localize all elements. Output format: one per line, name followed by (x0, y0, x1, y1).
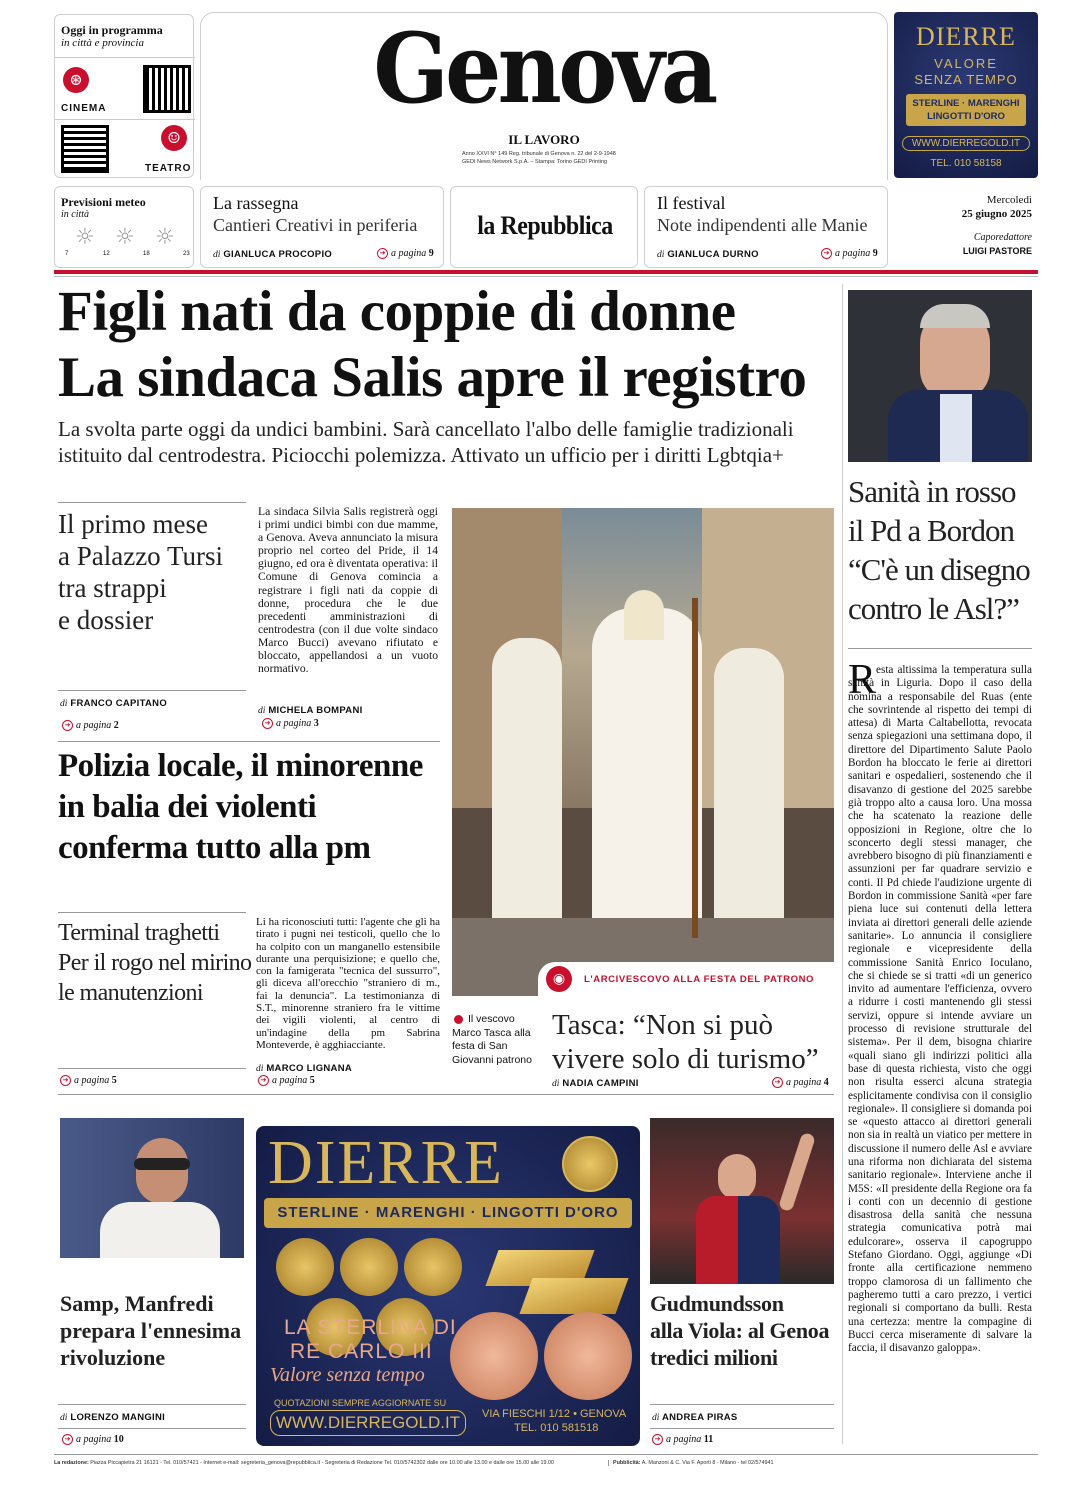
ad-addr: VIA FIESCHI 1/12 • GENOVA (482, 1408, 627, 1420)
ad-tel: TEL. 010 581518 (514, 1422, 599, 1434)
head (136, 1138, 188, 1204)
divider (58, 1404, 246, 1405)
divider (58, 1068, 246, 1069)
gold-coin-icon (404, 1238, 462, 1296)
page-ref[interactable]: ➔ a pagina 5 (258, 1075, 315, 1086)
divider (55, 57, 195, 58)
bordon-photo (848, 290, 1032, 462)
byline: di NADIA CAMPINI (552, 1078, 639, 1089)
eye-icon: ◉ (546, 966, 572, 992)
divider (54, 1454, 1038, 1455)
masthead-title: Genova (373, 12, 715, 125)
sun-icon: ☼ (75, 225, 95, 250)
ad-tel: TEL. 010 58158 (930, 158, 1002, 169)
hour-label: 23 (183, 251, 190, 257)
copper-coin-icon (544, 1312, 632, 1400)
priest-figure (714, 648, 784, 918)
editor-role: Caporedattore (973, 232, 1032, 243)
masthead-info: Anno XXVI N° 149 Reg. tribunale di Genova n. 22 del 2-9-1948 (462, 151, 616, 157)
head (718, 1154, 756, 1200)
ad-quot: QUOTAZIONI SEMPRE AGGIORNATE SU (274, 1398, 447, 1408)
ad-line: RE CARLO III (290, 1340, 433, 1363)
teatro-label[interactable]: TEATRO (145, 163, 192, 174)
byline: di ANDREA PIRAS (652, 1412, 738, 1423)
divider (58, 1094, 834, 1095)
hour-label: 18 (143, 251, 150, 257)
date-value: 25 giugno 2025 (961, 208, 1032, 220)
divider (58, 1428, 246, 1429)
arrow-right-icon: ➔ (821, 248, 832, 259)
jersey (696, 1196, 780, 1284)
article-headline[interactable]: Gudmundsson alla Viola: al Genoa tredici milioni (650, 1291, 830, 1370)
weather-box (54, 186, 194, 268)
shirt (100, 1202, 220, 1258)
copper-coin-icon (450, 1312, 538, 1400)
page-ref[interactable]: ➔ a pagina 5 (60, 1075, 117, 1086)
sun-icon: ☼ (155, 225, 175, 250)
arrow-right-icon: ➔ (772, 1077, 783, 1088)
teaser-festival[interactable] (644, 186, 888, 268)
teaser-title: Note indipendenti alle Manie (657, 215, 868, 235)
ad-line: STERLINE · MARENGHI (912, 98, 1020, 109)
theater-masks-icon[interactable]: ☺ (161, 125, 187, 151)
lead-subheadline: istituito dal centrodestra. Piciocchi polemizza. Attivato un ufficio per i diritti Lgbtqia+ (58, 443, 784, 467)
teaser-rassegna[interactable] (200, 186, 444, 268)
masthead-subtitle: IL LAVORO (508, 132, 580, 147)
lead-subheadline: La svolta parte oggi da undici bambini. Sarà cancellato l'albo delle famiglie tradizionali (58, 417, 794, 441)
article-headline[interactable]: Polizia locale, il minorenne in balia dei violenti conferma tutto alla pm (58, 748, 423, 866)
raised-arm (778, 1132, 816, 1212)
page-ref[interactable]: ➔ a pagina 4 (772, 1077, 829, 1088)
byline: di FRANCO CAPITANO (60, 698, 168, 709)
photo-caption: Il vescovo Marco Tasca alla festa di San Giovanni patrono (452, 1013, 532, 1066)
arrow-right-icon: ➔ (652, 1434, 663, 1445)
divider (58, 912, 246, 913)
masthead-info: GEDI News Network S.p.A. – Stampa: Torino GEDI Printing (462, 159, 608, 165)
hair (920, 304, 990, 328)
priest-figure (492, 638, 562, 918)
divider (650, 1428, 834, 1429)
page-ref[interactable]: ➔ a pagina 9 (377, 248, 434, 259)
events-subtitle: in città e provincia (61, 37, 144, 49)
page-ref[interactable]: ➔ a pagina 11 (652, 1434, 713, 1445)
lead-headline[interactable]: Figli nati da coppie di donne (58, 280, 736, 343)
article-headline[interactable]: Tasca: “Non si può vivere solo di turismo” (552, 1009, 819, 1075)
page-ref[interactable]: ➔ a pagina 10 (62, 1434, 124, 1445)
page-ref[interactable]: ➔ a pagina 3 (262, 718, 319, 729)
editor-name: LUIGI PASTORE (962, 246, 1032, 256)
mitre (624, 590, 664, 640)
teaser-byline: di GIANLUCA PROCOPIO (213, 249, 333, 260)
article-body: La sindaca Silvia Salis registrerà oggi i primi undici bimbi con due mamme, a Genova. Aveva annunciato la misura proprio nel corteo del Pride, il 14 giugno, ed ora è diventata operativa: il Comune di Genova comincia a registrare i figli nati da coppie di donne, procedura che le due precedenti amministrazioni di centrodestra (con il due volte sindaco Marco Bucci) avevano rifiutato e bloccato, appellandosi a un vuoto normativo. (258, 505, 438, 676)
arrow-right-icon: ➔ (258, 1075, 269, 1086)
ad-brand: DIERRE (916, 22, 1016, 51)
article-headline[interactable]: Il primo mese a Palazzo Tursi tra strappi e dossier (58, 509, 223, 635)
qr-code-icon[interactable] (143, 65, 191, 113)
page-ref[interactable]: ➔ a pagina 9 (821, 248, 878, 259)
red-bar (54, 270, 1038, 274)
byline: di MICHELA BOMPANI (258, 705, 363, 716)
ad-url[interactable]: WWW.DIERREGOLD.IT (270, 1410, 466, 1436)
glasses (134, 1158, 190, 1170)
article-headline[interactable]: Samp, Manfredi prepara l'ennesima rivoluzione (60, 1291, 242, 1370)
dierre-ad-top[interactable] (894, 12, 1038, 178)
procession-photo (452, 508, 834, 996)
page-ref[interactable]: ➔ a pagina 2 (62, 720, 119, 731)
shirt (940, 394, 972, 462)
repubblica-logo-text: la Repubblica (477, 211, 613, 240)
article-headline[interactable]: Terminal traghetti Per il rogo nel mirino le manutenzioni (58, 920, 252, 1006)
ad-line: LINGOTTI D'ORO (927, 111, 1005, 122)
teaser-byline: di GIANLUCA DURNO (657, 249, 759, 260)
divider (842, 284, 843, 1444)
events-box (54, 14, 194, 178)
gold-coin-icon (562, 1136, 618, 1192)
gold-coin-icon (340, 1238, 398, 1296)
arrow-right-icon: ➔ (62, 720, 73, 731)
teaser-kicker: La rassegna (213, 193, 299, 213)
article-body: esta altissima la temperatura sulla sanità in Liguria. Dopo il caso della nomina a responsabile del Ruas (ente che sovrintende al rispetto dei tempi di attesa) di Marta Caltabellotta, revocata senza spiegazioni una settimana dopo, il direttore del Dipartimento Salute Paolo Bordon ha bloccato le ferie ai direttori sanitari e ospedalieri, sostenendo che il disavanzo di gestione del 2025 sarebbe già troppo alto a causa loro. Una mossa che ha scatenato la reazione delle opposizioni in Regione, oltre che lo sconcerto degli stessi manager, che avrebbero bisogno di più finanziamenti e assunzioni per far quadrare servizio e conti. Il Pd chiede l'audizione urgente di Bordon in commissione Sanità «per fare piena luce sui contenuti della lettera inviata ai direttori generali delle aziende sanitarie». Lo annuncia il consigliere regionale e vicepresidente della commissione Sanità Enrico Ioculano, che si chiede se si tratti «di un generico invito ad aumentare l'efficienza, ovvero a ridurre i costi mantenendo gli stessi servizi, oppure si intende avviare un processo di revisione strutturale del sistema». Per il dem, bisogna chiarire «quali siano gli indirizzi politici alla base di questa richiesta, visto che oggi non risulta esserci alcuna strategia esplicitamente condivisa con il consiglio regionale». Il consigliere si domanda poi se «questo attacco ai direttori generali non sia in realtà un viatico per mettere in discussione il numero delle Asl e avviare una riforma non dichiarata del sistema sanitario regionale». Interviene anche il M5S: «Il presidente della Regione ora fa i conti con un decennio di gestione disastrosa della sanità che nessuna strategia comunicativa potrà mai edulcorare», osserva il capogruppo Stefano Giordano. Oggi, aggiunge «Di fronte alla certificazione nemmeno troppo clamorosa di un fallimento che pagheremo tutti a caro prezzo, i vertici regionali si comportano da bulli. Resta una certezza: mentre la compagine di Bucci cerca miseramente di salvare la faccia, il disavanzo galoppa». (848, 664, 1032, 1355)
arrow-right-icon: ➔ (262, 718, 273, 729)
divider (58, 690, 246, 691)
qr-code-icon[interactable] (61, 125, 109, 173)
lead-headline[interactable]: La sindaca Salis apre il registro (58, 346, 807, 409)
article-body: Li ha riconosciuti tutti: l'agente che gli ha tirato i pugni nei testicoli, quello che lo ha colpito con un manganello estensibile durante una perquisizione; e quello che, con la famigerata "tecnica del sussurro", gli diceva all'orecchio "straniero di m., fai la denuncia". La testimonianza di S.T., minorenne straniero fra le vittime dei vigili violenti, al centro di un'indagine della pm Sabrina Monteverde, è agghiacciante. (256, 916, 440, 1051)
gold-coin-icon (276, 1238, 334, 1296)
arrow-right-icon: ➔ (60, 1075, 71, 1086)
byline: di LORENZO MANGINI (60, 1412, 166, 1423)
divider (848, 648, 1032, 649)
date-day: Mercoledì (986, 194, 1032, 206)
divider (54, 276, 1038, 277)
weather-title: Previsioni meteo (61, 195, 146, 209)
crozier (692, 598, 698, 938)
date-box (894, 186, 1038, 268)
arrow-right-icon: ➔ (377, 248, 388, 259)
sun-icon: ☼ (115, 225, 135, 250)
teaser-kicker: Il festival (657, 193, 726, 213)
gudmundsson-photo (650, 1118, 834, 1284)
divider (650, 1404, 834, 1405)
ad-band-text: STERLINE · MARENGHI · LINGOTTI D'ORO (277, 1204, 619, 1221)
dropcap: R (848, 657, 877, 703)
ad-line: LA STERLINA DI (284, 1316, 457, 1339)
footer-left: La redazione: Piazza Piccapietra 21 16121 - Tel. 010/57421 - Internet e-mail: segreteria_genova@repubblica.it - Segreteria di Redazione Tel. 010/5742302 dalle ore 10.00 alle 13.00 e dalle ore 15.00 alle 19.00 (54, 1460, 555, 1466)
arrow-right-icon: ➔ (62, 1434, 73, 1445)
gold-bar-icon (519, 1278, 628, 1314)
ad-url[interactable]: WWW.DIERREGOLD.IT (902, 136, 1030, 151)
divider (55, 119, 195, 120)
ad-brand: DIERRE (268, 1129, 504, 1197)
article-headline[interactable]: Sanità in rosso il Pd a Bordon “C'è un disegno contro le Asl?” (848, 474, 1030, 626)
teaser-title: Cantieri Creativi in periferia (213, 215, 418, 235)
footer-right: Pubblicità: A. Manzoni & C. Via F. Aporti 8 - Milano - tel 02/574941 (608, 1460, 774, 1466)
film-reel-icon[interactable]: ⊛ (63, 67, 89, 93)
byline: di MARCO LIGNANA (256, 1063, 353, 1074)
ad-line: VALORE (934, 56, 998, 71)
repubblica-logo[interactable] (450, 186, 638, 268)
divider (58, 741, 440, 742)
ad-line: Valore senza tempo (270, 1364, 425, 1386)
hour-label: 12 (103, 251, 110, 257)
cinema-label[interactable]: CINEMA (61, 103, 107, 114)
dierre-ad-big[interactable] (256, 1126, 640, 1446)
photo-kicker: L'ARCIVESCOVO ALLA FESTA DEL PATRONO (584, 974, 815, 985)
hour-label: 7 (65, 251, 69, 257)
manfredi-photo (60, 1118, 244, 1258)
events-title: Oggi in programma (61, 23, 163, 37)
ad-line: SENZA TEMPO (914, 72, 1018, 87)
divider (58, 502, 246, 503)
bishop-figure (592, 608, 702, 918)
weather-subtitle: in città (61, 209, 90, 220)
